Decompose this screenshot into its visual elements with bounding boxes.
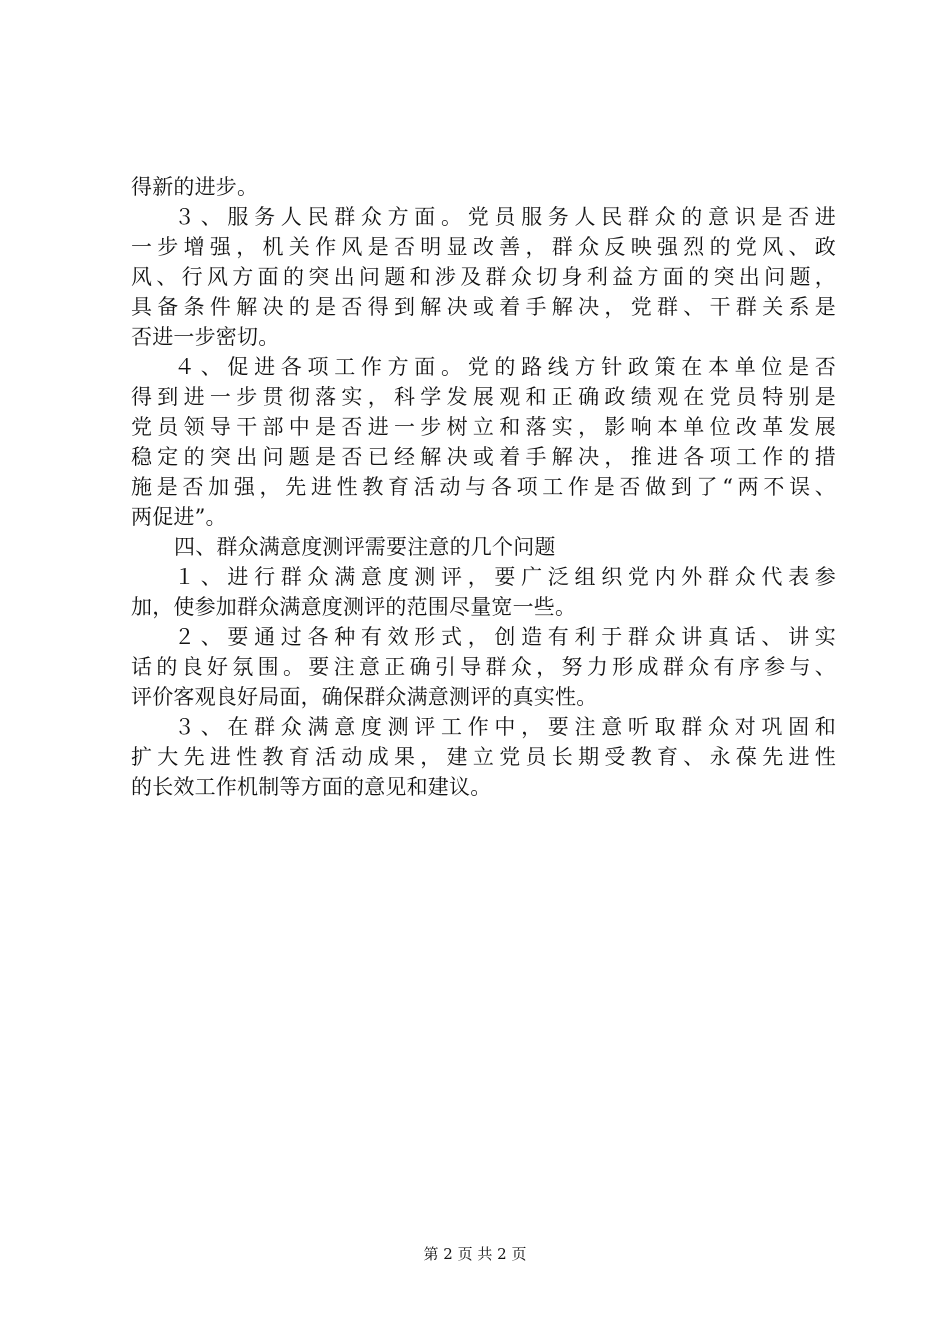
document-body xyxy=(131,172,836,802)
text-line: 党员领导干部中是否进一步树立和落实，影响本单位改革发展 xyxy=(131,415,836,439)
paragraph-heading-line: ３、服务人民群众方面。党员服务人民群众的意识是否进 xyxy=(174,205,836,229)
paragraph-heading-line: ２、要通过各种有效形式，创造有利于群众讲真话、讲实 xyxy=(174,625,836,649)
page-number-footer: 第 2 页 共 2 页 xyxy=(423,1245,527,1263)
text-line: 稳定的突出问题是否已经解决或着手解决，推进各项工作的措 xyxy=(131,445,836,469)
text-line: 具备条件解决的是否得到解决或着手解决，党群、干群关系是 xyxy=(131,295,836,319)
text-line: 风、行风方面的突出问题和涉及群众切身利益方面的突出问题， xyxy=(131,265,836,289)
text-line: 得到进一步贯彻落实，科学发展观和正确政绩观在党员特别是 xyxy=(131,385,836,409)
text-line: 施是否加强，先进性教育活动与各项工作是否做到了“两不误、 xyxy=(131,475,836,499)
text-line: 扩大先进性教育活动成果，建立党员长期受教育、永葆先进性 xyxy=(131,745,836,769)
paragraph-heading-line: ３、在群众满意度测评工作中，要注意听取群众对巩固和 xyxy=(174,715,836,739)
paragraph-heading-line: ４、促进各项工作方面。党的路线方针政策在本单位是否 xyxy=(174,355,836,379)
text-line: 得新的进步。 xyxy=(131,175,259,199)
paragraph-heading-line: １、进行群众满意度测评，要广泛组织党内外群众代表参 xyxy=(174,565,836,589)
text-line: 否进一步密切。 xyxy=(131,325,280,349)
text-line: 评价客观良好局面，确保群众满意测评的真实性。 xyxy=(131,685,598,709)
text-line: 两促进”。 xyxy=(131,505,227,529)
text-line: 话的良好氛围。要注意正确引导群众，努力形成群众有序参与、 xyxy=(131,655,836,679)
text-line: 一步增强，机关作风是否明显改善，群众反映强烈的党风、政 xyxy=(131,235,836,259)
section-heading: 四、群众满意度测评需要注意的几个问题 xyxy=(174,535,556,559)
text-line: 的长效工作机制等方面的意见和建议。 xyxy=(131,775,492,799)
text-line: 加，使参加群众满意度测评的范围尽量宽一些。 xyxy=(131,595,577,619)
